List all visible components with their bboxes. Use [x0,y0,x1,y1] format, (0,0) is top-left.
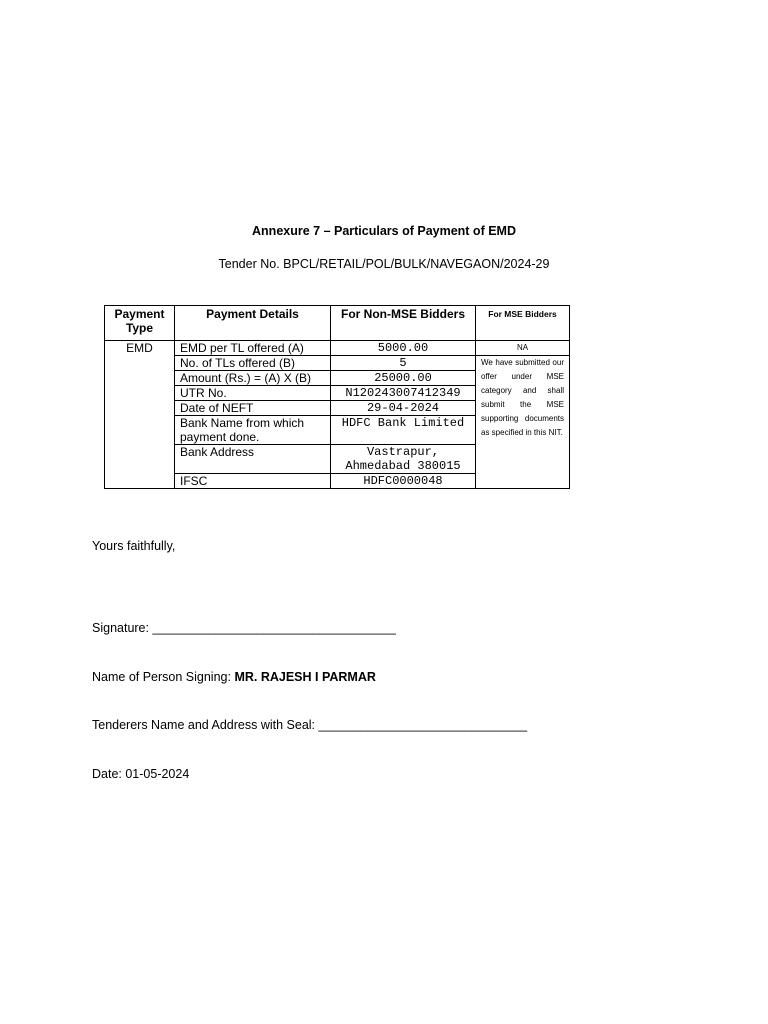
mse-note-cell: We have submitted our offer under MSE category and shall submit the MSE supporting documents as specified in this NIT. [476,356,570,489]
detail-cell: Bank Name from which payment done. [175,416,331,445]
signature-line: Signature: ___________________________________ [92,621,396,635]
value-cell: 29-04-2024 [331,401,476,416]
table-row [105,341,570,356]
payment-type-cell: EMD [105,341,175,489]
value-cell: 5000.00 [331,341,476,356]
detail-cell: IFSC [175,474,331,489]
value-cell: HDFC0000048 [331,474,476,489]
header-non-mse: For Non-MSE Bidders [331,306,476,341]
header-payment-details: Payment Details [175,306,331,341]
detail-cell: Bank Address [175,445,331,474]
signer-label: Name of Person Signing: [92,670,235,684]
value-cell: HDFC Bank Limited [331,416,476,445]
document-title: Annexure 7 – Particulars of Payment of EMD [252,224,516,238]
detail-cell: EMD per TL offered (A) [175,341,331,356]
value-cell: 5 [331,356,476,371]
value-cell: N120243007412349 [331,386,476,401]
header-mse: For MSE Bidders [476,306,570,341]
value-cell: 25000.00 [331,371,476,386]
tender-number: Tender No. BPCL/RETAIL/POL/BULK/NAVEGAON/2024-29 [218,257,550,271]
yours-faithfully: Yours faithfully, [92,539,176,553]
detail-cell: UTR No. [175,386,331,401]
value-cell: Vastrapur, Ahmedabad 380015 [331,445,476,474]
table-row [105,356,570,371]
detail-cell: Date of NEFT [175,401,331,416]
detail-cell: Amount (Rs.) = (A) X (B) [175,371,331,386]
mse-na-cell: NA [476,341,570,356]
table-header-row [105,306,570,341]
tenderer-line: Tenderers Name and Address with Seal: ______________________________ [92,718,528,732]
emd-payment-table [104,305,570,489]
header-payment-type: Payment Type [105,306,175,341]
date-line: Date: 01-05-2024 [92,767,190,781]
signer-name: MR. RAJESH I PARMAR [234,670,376,684]
signer-line [92,670,376,684]
detail-cell: No. of TLs offered (B) [175,356,331,371]
